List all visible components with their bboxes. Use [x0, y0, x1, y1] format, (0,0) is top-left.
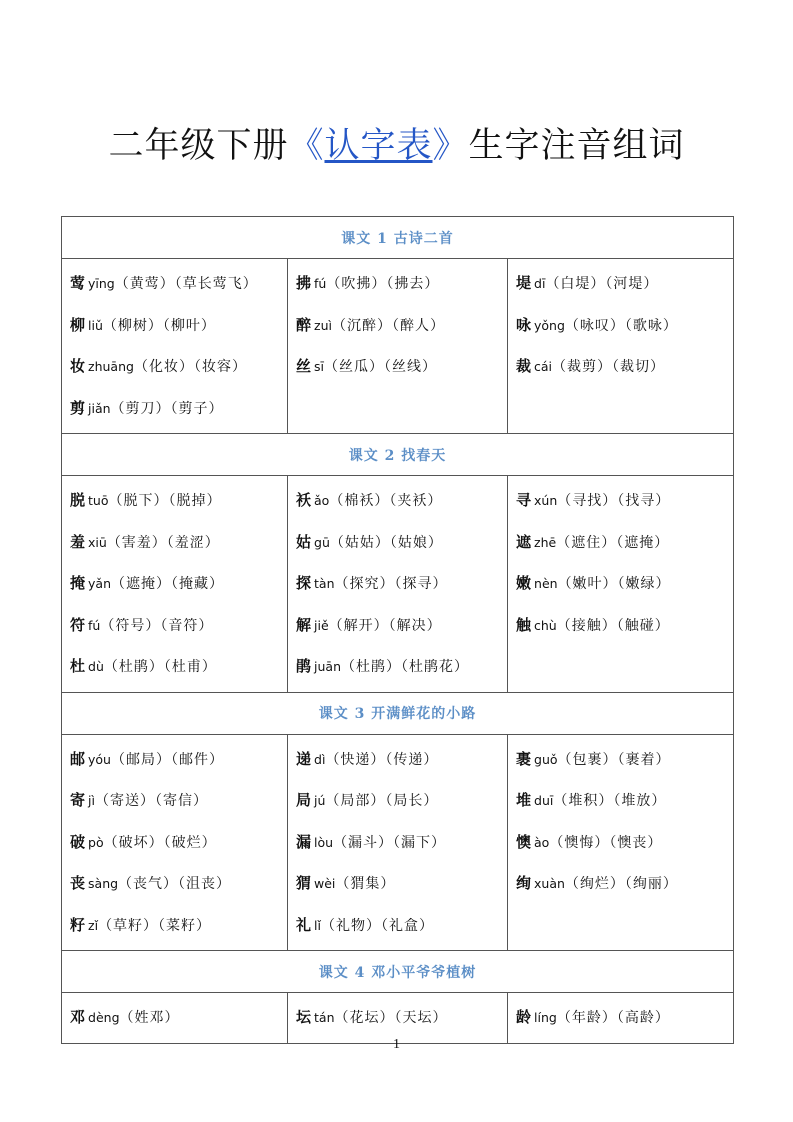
vocab-character: 咏: [516, 315, 532, 334]
page-title: [0, 118, 793, 168]
vocab-pinyin: sàng: [88, 876, 119, 891]
vocab-words: （白堤）（河堤）: [545, 276, 659, 292]
lesson-column: [62, 476, 288, 693]
lesson-column: [288, 476, 508, 693]
vocab-pinyin: dī: [534, 276, 546, 291]
lesson-heading-row: [62, 434, 734, 476]
vocab-pinyin: pò: [88, 834, 104, 850]
vocab-pinyin: lǐ: [314, 917, 321, 933]
lesson-column-list: [62, 993, 287, 1043]
vocab-entry: [288, 563, 507, 605]
vocab-pinyin: jì: [88, 793, 95, 808]
vocab-character: 柳: [70, 315, 86, 334]
vocab-entry: [62, 605, 287, 647]
lesson-body-row: [62, 259, 734, 434]
vocab-pinyin: xún: [534, 493, 558, 508]
vocab-pinyin: chù: [534, 617, 557, 633]
lesson-column-list: [508, 735, 733, 909]
lesson-body-row: [62, 476, 734, 693]
vocab-character: 鹃: [296, 657, 312, 675]
lesson-column: [288, 734, 508, 951]
vocab-words: （懊悔）（懊丧）: [549, 834, 663, 851]
lesson-column: [62, 259, 288, 434]
vocab-words: （吹拂）（拂去）: [326, 276, 440, 292]
vocab-character: 破: [70, 832, 86, 851]
vocab-character: 裁: [516, 357, 532, 375]
vocab-character: 莺: [70, 274, 86, 292]
lesson-column: [62, 993, 288, 1044]
vocab-entry: [508, 780, 733, 822]
vocab-character: 漏: [296, 832, 312, 851]
vocab-entry: [508, 346, 733, 388]
vocab-character: 猬: [296, 874, 312, 892]
lesson-column-list: [288, 259, 507, 392]
vocab-entry: [62, 863, 287, 905]
vocab-pinyin: lòu: [314, 834, 334, 850]
vocab-words: （丧气）（沮丧）: [118, 876, 232, 892]
vocab-character: 掩: [70, 574, 86, 592]
vocab-entry: [288, 522, 507, 564]
vocab-pinyin: cái: [534, 359, 553, 374]
lesson-column-list: [508, 476, 733, 650]
lesson-column: [508, 734, 734, 951]
vocab-pinyin: zhē: [534, 534, 557, 550]
vocab-words: （沉醉）（醉人）: [331, 317, 445, 334]
vocab-pinyin: zuì: [314, 317, 332, 333]
vocab-words: （解开）（解决）: [328, 617, 442, 634]
vocab-character: 龄: [516, 1008, 532, 1026]
vocab-words: （局部）（局长）: [325, 793, 439, 809]
vocab-words: （嫩叶）（嫩绿）: [557, 576, 671, 592]
vocab-words: （杜鹃）（杜甫）: [103, 659, 217, 675]
vocab-entry: [62, 739, 287, 781]
vocab-words: （花坛）（天坛）: [334, 1010, 448, 1026]
vocab-character: 坛: [296, 1008, 312, 1026]
vocab-pinyin: líng: [534, 1010, 557, 1025]
vocab-entry: [62, 905, 287, 947]
vocab-pinyin: tuō: [88, 493, 109, 508]
vocab-character: 递: [296, 749, 312, 768]
vocab-pinyin: dèng: [88, 1010, 120, 1025]
vocab-character: 绚: [516, 874, 532, 892]
lesson-heading: 课文 3 开满鲜花的小路: [62, 692, 734, 734]
vocab-entry: [288, 646, 507, 688]
vocab-pinyin: jiě: [314, 617, 329, 633]
vocab-entry: [288, 905, 507, 947]
vocab-character: 妆: [70, 357, 86, 375]
vocab-character: 羞: [70, 532, 86, 551]
vocab-pinyin: yǎn: [88, 576, 111, 591]
vocab-character: 符: [70, 615, 86, 634]
lesson-column-list: [62, 476, 287, 692]
vocab-pinyin: sī: [314, 359, 325, 374]
vocab-character: 局: [296, 791, 312, 809]
vocab-character: 堆: [516, 791, 532, 809]
lesson-column: [508, 476, 734, 693]
vocab-character: 寻: [516, 491, 532, 509]
vocab-character: 姑: [296, 532, 312, 551]
vocab-character: 裹: [516, 749, 532, 768]
lesson-column-list: [288, 476, 507, 692]
vocab-table-body: [62, 217, 734, 1044]
vocab-words: （邮局）（邮件）: [110, 751, 224, 768]
vocab-words: （寄送）（寄信）: [94, 793, 208, 809]
lesson-column: [508, 993, 734, 1044]
vocab-character: 解: [296, 615, 312, 634]
vocab-pinyin: dì: [314, 751, 326, 767]
title-bracket-open: 《: [288, 126, 325, 166]
title-grade: 二年级下册: [108, 126, 289, 166]
vocab-words: （遮住）（遮掩）: [556, 534, 670, 551]
vocab-character: 醉: [296, 315, 312, 334]
vocab-words: （姑姑）（姑娘）: [329, 534, 443, 551]
vocab-words: （杜鹃）（杜鹃花）: [341, 659, 469, 675]
vocab-words: （害羞）（羞涩）: [106, 534, 220, 551]
lesson-body-row: [62, 734, 734, 951]
vocab-character: 丝: [296, 357, 312, 375]
vocab-entry: [288, 263, 507, 305]
title-link[interactable]: 认字表: [324, 126, 433, 166]
vocab-entry: [508, 263, 733, 305]
vocab-pinyin: zǐ: [88, 917, 99, 933]
vocab-pinyin: fú: [88, 617, 101, 633]
vocab-entry: [62, 480, 287, 522]
lesson-column-list: [508, 259, 733, 392]
lesson-column-list: [62, 259, 287, 433]
vocab-pinyin: liǔ: [88, 317, 103, 333]
vocab-entry: [288, 863, 507, 905]
vocab-words: （柳树）（柳叶）: [102, 317, 216, 334]
vocab-character: 堤: [516, 274, 532, 292]
lesson-heading-row: [62, 951, 734, 993]
vocab-character: 邓: [70, 1008, 86, 1026]
vocab-pinyin: yóu: [88, 751, 111, 767]
lesson-heading: 课文 4 邓小平爷爷植树: [62, 951, 734, 993]
vocab-character: 剪: [70, 398, 86, 417]
vocab-character: 探: [296, 574, 312, 592]
vocab-words: （漏斗）（漏下）: [333, 834, 447, 851]
vocab-character: 袄: [296, 491, 312, 509]
vocab-entry: [508, 563, 733, 605]
vocab-entry: [288, 822, 507, 864]
vocab-character: 丧: [70, 874, 86, 892]
vocab-entry: [288, 605, 507, 647]
vocab-entry: [508, 605, 733, 647]
vocab-pinyin: dù: [88, 659, 104, 674]
vocab-pinyin: ào: [534, 834, 550, 850]
vocab-pinyin: duī: [534, 793, 554, 808]
vocab-entry: [62, 263, 287, 305]
vocab-words: （符号）（音符）: [100, 617, 214, 634]
lesson-column: [288, 993, 508, 1044]
lesson-column-list: [508, 993, 733, 1043]
vocab-words: （绚烂）（绚丽）: [564, 876, 678, 892]
vocab-pinyin: xuàn: [534, 876, 565, 891]
vocab-pinyin: ǎo: [314, 493, 330, 508]
vocab-entry: [62, 346, 287, 388]
vocab-entry: [62, 563, 287, 605]
vocab-entry: [508, 997, 733, 1039]
lesson-heading-row: [62, 692, 734, 734]
vocab-entry: [508, 863, 733, 905]
vocab-words: （礼物）（礼盒）: [320, 917, 434, 934]
vocab-entry: [508, 822, 733, 864]
vocab-pinyin: jiǎn: [88, 400, 111, 416]
vocab-words: （遮掩）（掩藏）: [111, 576, 224, 592]
vocab-words: （包裹）（裹着）: [557, 751, 671, 768]
vocab-words: （寻找）（找寻）: [557, 493, 671, 509]
vocab-words: （草籽）（菜籽）: [98, 917, 212, 934]
vocab-words: （化妆）（妆容）: [133, 359, 247, 375]
vocab-entry: [62, 522, 287, 564]
vocab-words: （堆积）（堆放）: [553, 793, 667, 809]
vocab-character: 懊: [516, 832, 532, 851]
vocab-pinyin: juān: [314, 659, 341, 674]
vocab-entry: [62, 646, 287, 688]
vocab-character: 拂: [296, 274, 312, 292]
vocab-entry: [62, 997, 287, 1039]
vocab-character: 杜: [70, 657, 86, 675]
vocab-words: （破坏）（破烂）: [103, 834, 217, 851]
vocab-entry: [62, 305, 287, 347]
vocab-entry: [288, 997, 507, 1039]
vocab-entry: [288, 305, 507, 347]
lesson-column-list: [288, 993, 507, 1043]
vocab-character: 籽: [70, 915, 86, 934]
vocab-pinyin: zhuāng: [88, 359, 134, 374]
lesson-heading-row: [62, 217, 734, 259]
lesson-body-row: [62, 993, 734, 1044]
vocab-words: （探究）（探寻）: [334, 576, 448, 592]
page-number: 1: [393, 1037, 400, 1052]
vocab-table: [61, 216, 734, 1044]
vocab-pinyin: yīng: [88, 276, 115, 291]
vocab-pinyin: nèn: [534, 576, 558, 591]
vocab-character: 嫩: [516, 574, 532, 592]
lesson-column: [508, 259, 734, 434]
title-bracket-close: 》: [432, 126, 469, 166]
vocab-words: （猬集）: [335, 876, 396, 892]
vocab-pinyin: wèi: [314, 876, 336, 891]
vocab-character: 礼: [296, 915, 312, 934]
lesson-column-list: [62, 735, 287, 951]
vocab-entry: [62, 780, 287, 822]
vocab-entry: [508, 522, 733, 564]
vocab-words: （脱下）（脱掉）: [108, 493, 222, 509]
vocab-words: （裁剪）（裁切）: [552, 359, 666, 375]
lesson-column: [288, 259, 508, 434]
lesson-heading: 课文 1 古诗二首: [62, 217, 734, 259]
vocab-pinyin: tàn: [314, 576, 335, 591]
vocab-entry: [508, 480, 733, 522]
vocab-pinyin: xiū: [88, 534, 107, 550]
vocab-entry: [62, 822, 287, 864]
vocab-words: （快递）（传递）: [325, 751, 439, 768]
lesson-column: [62, 734, 288, 951]
vocab-pinyin: guǒ: [534, 751, 558, 767]
vocab-entry: [288, 780, 507, 822]
vocab-words: （黄莺）（草长莺飞）: [114, 276, 258, 292]
lesson-heading: 课文 2 找春天: [62, 434, 734, 476]
vocab-entry: [62, 388, 287, 430]
vocab-entry: [288, 739, 507, 781]
title-suffix: 生字注音组词: [468, 126, 685, 166]
vocab-character: 脱: [70, 491, 86, 509]
vocab-character: 邮: [70, 749, 86, 768]
vocab-words: （姓邓）: [119, 1010, 180, 1026]
vocab-words: （剪刀）（剪子）: [110, 400, 224, 417]
vocab-character: 遮: [516, 532, 532, 551]
vocab-pinyin: fú: [314, 276, 327, 291]
vocab-entry: [288, 480, 507, 522]
vocab-pinyin: yǒng: [534, 317, 565, 333]
vocab-pinyin: gū: [314, 534, 330, 550]
vocab-pinyin: tán: [314, 1010, 335, 1025]
vocab-entry: [508, 739, 733, 781]
vocab-words: （年龄）（高龄）: [556, 1010, 670, 1026]
vocab-character: 触: [516, 615, 532, 634]
lesson-column-list: [288, 735, 507, 951]
vocab-character: 寄: [70, 791, 86, 809]
vocab-pinyin: jú: [314, 793, 326, 808]
vocab-words: （咏叹）（歌咏）: [564, 317, 678, 334]
vocab-entry: [508, 305, 733, 347]
vocab-words: （接触）（触碰）: [556, 617, 670, 634]
vocab-words: （棉袄）（夹袄）: [329, 493, 443, 509]
vocab-words: （丝瓜）（丝线）: [324, 359, 438, 375]
vocab-entry: [288, 346, 507, 388]
